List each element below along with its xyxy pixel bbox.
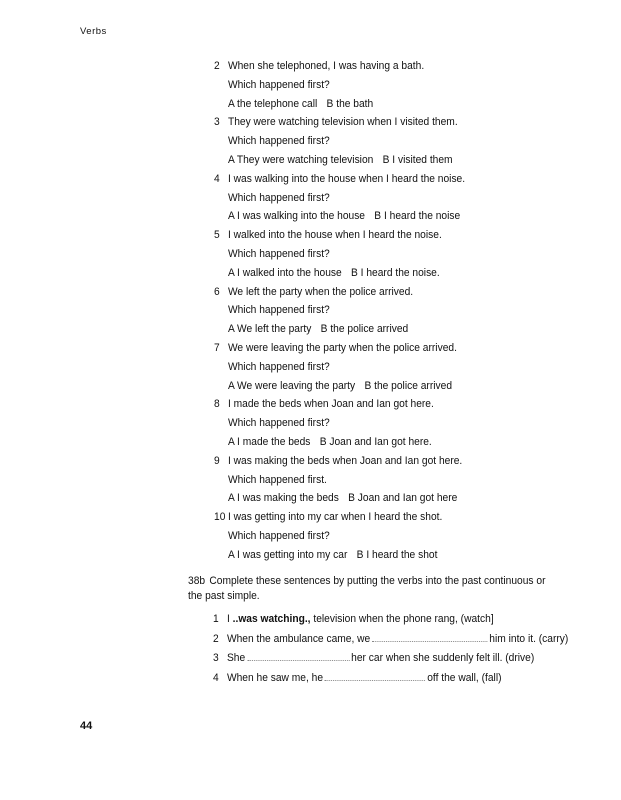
task-number: 4 (213, 671, 219, 684)
item-number: 9 (214, 454, 220, 467)
task-text-after: off the wall, (fall) (427, 671, 502, 684)
exercise-item (214, 113, 594, 169)
option-b: B the police arrived (320, 323, 409, 336)
item-question: Which happened first? (227, 191, 330, 204)
option-a: A I was walking into the house (227, 210, 366, 223)
option-b: B the police arrived (364, 379, 453, 392)
exercise-item (214, 395, 594, 451)
exercise-item (214, 339, 594, 395)
exercise-38a-items (214, 57, 594, 565)
exercise-item (214, 170, 594, 226)
item-sentence: I was getting into my car when I heard the shot. (227, 511, 443, 524)
task-number: 3 (213, 652, 219, 664)
item-sentence: I walked into the house when I heard the noise. (227, 229, 442, 242)
item-sentence: I made the beds when Joan and Ian got here. (227, 398, 434, 411)
task-text-before: When he saw me, he (226, 671, 324, 684)
answer-blank[interactable] (247, 650, 349, 661)
item-sentence: I was walking into the house when I heard the noise. (227, 172, 466, 185)
section-number: 38b (188, 575, 206, 587)
option-b: B I heard the noise. (351, 266, 440, 279)
item-number: 3 (214, 116, 220, 129)
exercise-item (214, 508, 594, 564)
item-number: 6 (214, 285, 220, 298)
item-sentence: When she telephoned, I was having a bath. (227, 60, 425, 72)
item-number: 7 (214, 341, 220, 354)
option-b: B I heard the shot (356, 548, 438, 561)
option-b: B Joan and Ian got here. (319, 435, 432, 448)
item-question: Which happened first? (227, 78, 330, 91)
option-b: B Joan and Ian got here (348, 492, 458, 505)
task-item (213, 649, 576, 669)
item-question: Which happened first? (227, 417, 330, 430)
task-answer: ..was watching., (232, 613, 311, 625)
section-instruction-line2: the past simple. (188, 590, 260, 602)
task-number: 2 (213, 632, 219, 645)
option-b: B the bath (326, 97, 374, 110)
exercise-item (214, 283, 594, 339)
exercise-38b-header (188, 574, 588, 604)
task-item (213, 669, 576, 689)
task-text-before: She (226, 652, 246, 664)
item-question: Which happened first? (227, 360, 330, 373)
task-number: 1 (213, 613, 219, 625)
item-sentence: We left the party when the police arrived. (227, 285, 414, 298)
option-b: B I visited them (382, 153, 453, 166)
item-number: 5 (214, 229, 220, 242)
exercise-item (214, 452, 594, 508)
task-item (213, 630, 576, 650)
option-a: A We were leaving the party (227, 379, 356, 392)
item-number: 8 (214, 398, 220, 411)
item-sentence: We were leaving the party when the police arrived. (227, 341, 457, 354)
option-a: A We left the party (227, 323, 312, 336)
task-text-before: When the ambulance came, we (226, 632, 371, 645)
item-question: Which happened first? (227, 135, 330, 148)
section-instruction-line1: Complete these sentences by putting the verbs into the past continuous or (209, 575, 546, 587)
task-text-after: him into it. (carry) (489, 632, 569, 645)
item-question: Which happened first? (227, 304, 330, 317)
item-question: Which happened first? (227, 247, 330, 260)
running-head: Verbs (80, 26, 107, 37)
page-number: 44 (80, 720, 93, 732)
option-a: A the telephone call (227, 97, 318, 110)
item-number: 2 (214, 60, 220, 72)
answer-blank[interactable] (325, 670, 425, 681)
exercise-item (214, 57, 594, 113)
item-number: 10 (214, 511, 226, 524)
option-a: A They were watching television (227, 153, 374, 166)
item-question: Which happened first? (227, 529, 330, 542)
option-a: A I was getting into my car (227, 548, 348, 561)
task-text-after: television when the phone rang, (watch] (313, 613, 494, 625)
exercise-38b-items (213, 610, 603, 688)
task-item (213, 610, 576, 630)
answer-blank[interactable] (372, 631, 487, 642)
task-text-after: her car when she suddenly felt ill. (drive) (351, 652, 535, 664)
item-number: 4 (214, 172, 220, 185)
item-sentence: They were watching television when I visited them. (227, 116, 458, 129)
option-a: A I made the beds (227, 435, 311, 448)
task-text-before: I (226, 613, 230, 625)
item-question: Which happened first. (227, 473, 327, 486)
exercise-item (214, 226, 594, 282)
option-b: B I heard the noise (374, 210, 461, 223)
item-sentence: I was making the beds when Joan and Ian got here. (227, 454, 463, 467)
option-a: A I was making the beds (227, 492, 339, 505)
option-a: A I walked into the house (227, 266, 342, 279)
